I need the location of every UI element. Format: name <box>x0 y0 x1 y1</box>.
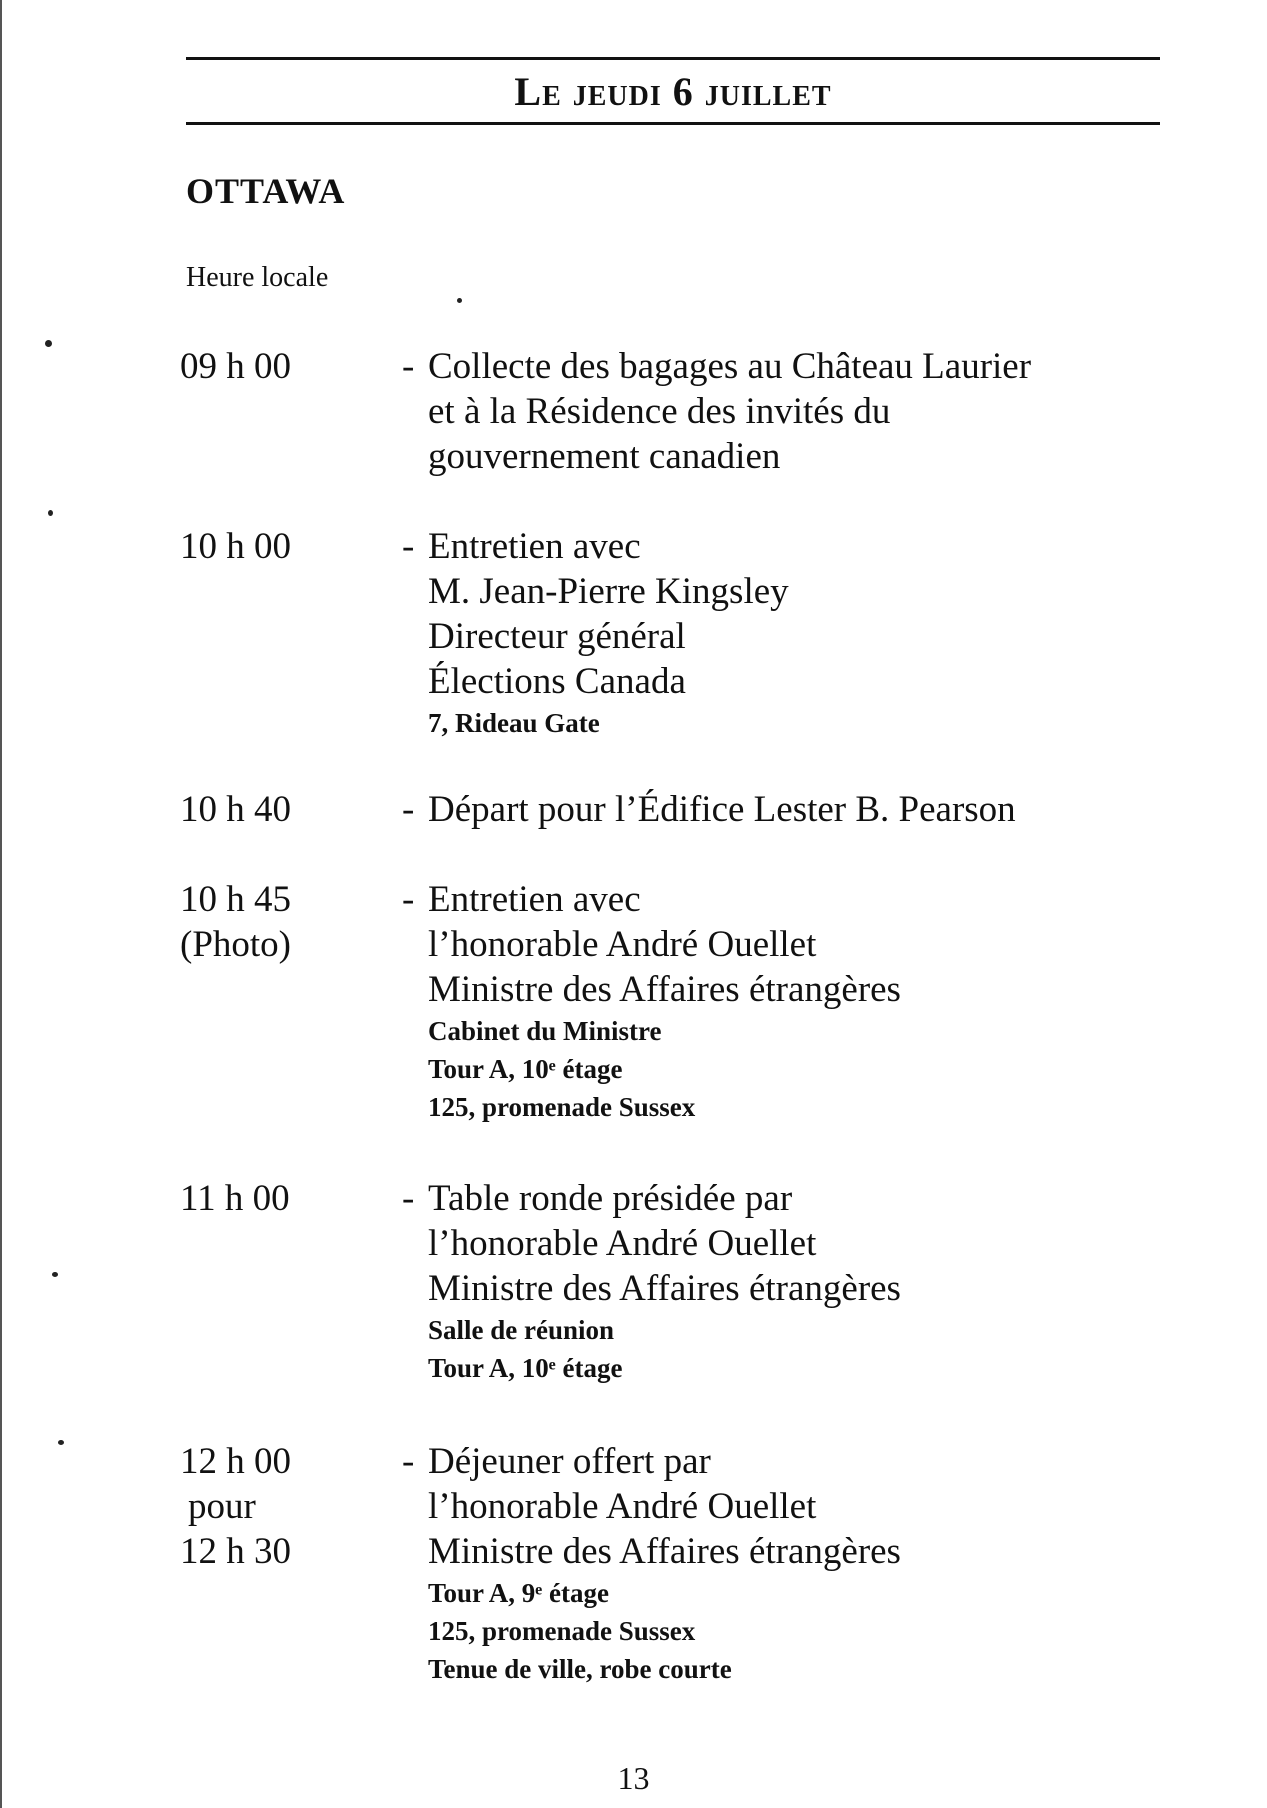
description-line: l’honorable André Ouellet <box>428 1486 817 1527</box>
description-line: Ministre des Affaires étrangères <box>428 1268 901 1309</box>
scan-speck <box>52 1272 58 1277</box>
entry-time <box>180 877 380 967</box>
time-line: 11 h 00 <box>180 1178 290 1219</box>
entry-time <box>180 344 380 389</box>
description-line: Ministre des Affaires étrangères <box>428 1531 901 1572</box>
description-line: Collecte des bagages au Château Laurier <box>428 346 1032 387</box>
scan-speck <box>48 510 53 516</box>
description-line: M. Jean-Pierre Kingsley <box>428 571 789 612</box>
header-rule-top <box>186 57 1160 60</box>
description-line: Départ pour l’Édifice Lester B. Pearson <box>428 789 1016 830</box>
date-heading: Le jeudi 6 juillet <box>514 69 832 114</box>
description-line: gouvernement canadien <box>428 436 781 477</box>
location-detail: Tenue de ville, robe courte <box>428 1654 732 1684</box>
entry-description <box>428 877 1188 1126</box>
entry-dash: - <box>402 346 415 387</box>
entry-time <box>180 1176 380 1221</box>
time-line: 10 h 45 <box>180 879 291 920</box>
location-detail: Tour A, 10ᵉ étage <box>428 1353 623 1383</box>
entry-dash: - <box>402 1441 415 1482</box>
description-line: Ministre des Affaires étrangères <box>428 969 901 1010</box>
time-line: 09 h 00 <box>180 346 291 387</box>
entry-dash: - <box>402 526 415 567</box>
location-detail: Salle de réunion <box>428 1315 615 1345</box>
city-heading: OTTAWA <box>186 171 346 211</box>
description-line: l’honorable André Ouellet <box>428 924 817 965</box>
time-line: 10 h 00 <box>180 526 291 567</box>
description-line: Entretien avec <box>428 526 641 567</box>
entry-dash: - <box>402 789 415 830</box>
entry-dash: - <box>402 879 415 920</box>
entry-time <box>180 524 380 569</box>
location-detail: Tour A, 10ᵉ étage <box>428 1054 623 1084</box>
location-detail: 125, promenade Sussex <box>428 1092 696 1122</box>
description-line: et à la Résidence des invités du <box>428 391 891 432</box>
time-line: 12 h 30 <box>180 1531 291 1572</box>
location-detail: Cabinet du Ministre <box>428 1016 662 1046</box>
entry-description <box>428 1439 1188 1688</box>
entry-description <box>428 344 1188 479</box>
entry-description <box>428 1176 1188 1387</box>
time-line: (Photo) <box>180 924 291 965</box>
time-line: pour <box>188 1486 256 1527</box>
timezone-label: Heure locale <box>186 262 329 293</box>
scan-speck <box>457 298 462 303</box>
description-line: Déjeuner offert par <box>428 1441 711 1482</box>
description-line: Directeur général <box>428 616 686 657</box>
header-rule-bottom <box>186 122 1160 125</box>
description-line: Entretien avec <box>428 879 641 920</box>
location-detail: 125, promenade Sussex <box>428 1616 696 1646</box>
entry-time <box>180 787 380 832</box>
entry-dash: - <box>402 1178 415 1219</box>
description-line: Élections Canada <box>428 661 686 702</box>
scan-speck <box>58 1440 64 1445</box>
time-line: 10 h 40 <box>180 789 291 830</box>
description-line: l’honorable André Ouellet <box>428 1223 817 1264</box>
description-line: Table ronde présidée par <box>428 1178 793 1219</box>
time-line: 12 h 00 <box>180 1441 291 1482</box>
page-number: 13 <box>617 1760 650 1796</box>
entry-description <box>428 524 1188 742</box>
scan-speck <box>45 340 52 347</box>
entry-description <box>428 787 1188 832</box>
entry-time <box>180 1439 380 1574</box>
location-detail: Tour A, 9ᵉ étage <box>428 1578 609 1608</box>
location-detail: 7, Rideau Gate <box>428 708 600 738</box>
page-left-edge <box>0 0 2 1808</box>
